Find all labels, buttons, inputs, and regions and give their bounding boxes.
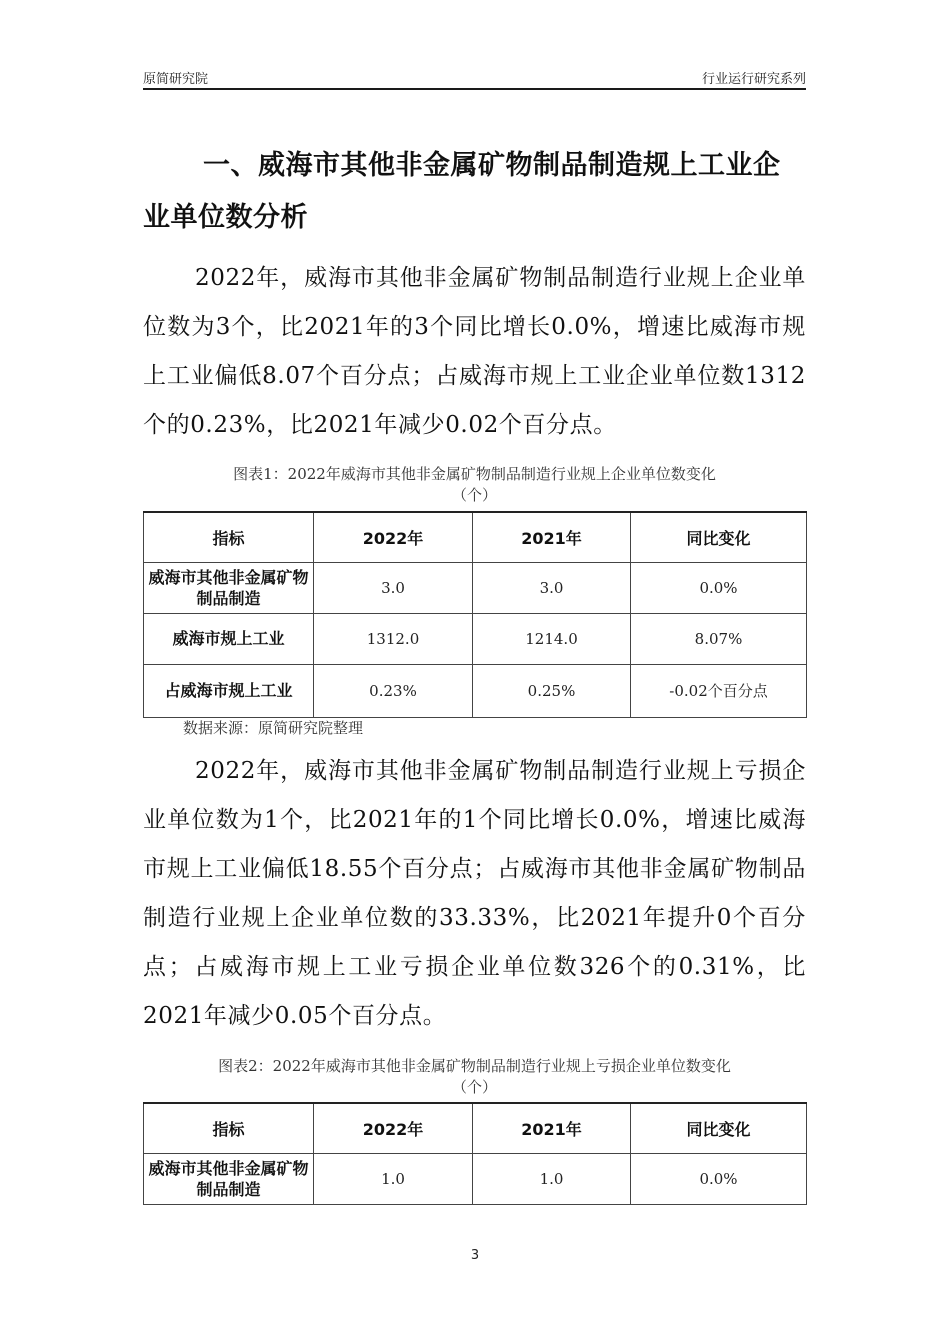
row-label: 威海市其他非金属矿物制品制造: [144, 562, 314, 613]
table-row: [144, 1153, 807, 1204]
section-heading: [143, 140, 806, 244]
row-label: 威海市其他非金属矿物制品制造: [144, 1153, 314, 1204]
data-source-note: 数据来源：原简研究院整理: [183, 719, 364, 737]
cell-2021: 3.0: [473, 562, 631, 613]
cell-2022: 1.0: [314, 1153, 473, 1204]
paragraph-enterprise-count: [143, 254, 806, 450]
column-header-indicator: 指标: [144, 512, 314, 562]
column-header-2022: 2022年: [314, 1103, 473, 1153]
column-header-2021: 2021年: [473, 512, 631, 562]
cell-2021: 0.25%: [473, 664, 631, 717]
cell-change: 8.07%: [631, 613, 807, 664]
table-row: [144, 613, 807, 664]
table-header-row: [144, 1103, 807, 1153]
cell-2022: 1312.0: [314, 613, 473, 664]
table-1-caption-title: 图表1：2022年威海市其他非金属矿物制品制造行业规上企业单位数变化: [233, 465, 716, 483]
cell-2021: 1214.0: [473, 613, 631, 664]
table-2-caption: [143, 1056, 806, 1098]
table-2-caption-title: 图表2：2022年威海市其他非金属矿物制品制造行业规上亏损企业单位数变化: [218, 1057, 731, 1075]
paragraph-1-text: 2022年，威海市其他非金属矿物制品制造行业规上企业单位数为3个，比2021年的3个同比增长0.0%，增速比威海市规上工业偏低8.07个百分点；占威海市规上工业企业单位数1312个的0.23%，比2021年减少0.02个百分点。: [143, 265, 806, 438]
page-header: [143, 64, 806, 90]
table-1-caption-unit: （个）: [451, 486, 497, 504]
cell-change: -0.02个百分点: [631, 664, 807, 717]
table-1-caption: [143, 464, 806, 506]
paragraph-2-text: 2022年，威海市其他非金属矿物制品制造行业规上亏损企业单位数为1个，比2021年的1个同比增长0.0%，增速比威海市规上工业偏低18.55个百分点；占威海市其他非金属矿物制品制造行业规上企业单位数的33.33%，比2021年提升0个百分点；占威海市规上工业亏损企业单位数326个的0.31%，比2021年减少0.05个百分点。: [143, 758, 806, 1029]
table-row: [144, 562, 807, 613]
column-header-2021: 2021年: [473, 1103, 631, 1153]
table-2-caption-unit: （个）: [451, 1078, 497, 1096]
section-heading-text: 一、威海市其他非金属矿物制品制造规上工业企业单位数分析: [143, 150, 781, 233]
header-series-name: 行业运行研究系列: [701, 72, 806, 87]
table-header-row: [144, 512, 807, 562]
table-row: [144, 664, 807, 717]
cell-2022: 0.23%: [314, 664, 473, 717]
column-header-indicator: 指标: [144, 1103, 314, 1153]
cell-change: 0.0%: [631, 562, 807, 613]
cell-2021: 1.0: [473, 1153, 631, 1204]
page-number: 3: [470, 1248, 480, 1263]
table-2: [143, 1102, 807, 1205]
column-header-yoy-change: 同比变化: [631, 512, 807, 562]
cell-change: 0.0%: [631, 1153, 807, 1204]
column-header-yoy-change: 同比变化: [631, 1103, 807, 1153]
cell-2022: 3.0: [314, 562, 473, 613]
row-label: 威海市规上工业: [144, 613, 314, 664]
paragraph-loss-enterprise-count: [143, 747, 806, 1041]
header-org-name: 原简研究院: [143, 72, 209, 87]
table-1: [143, 511, 807, 718]
column-header-2022: 2022年: [314, 512, 473, 562]
row-label: 占威海市规上工业: [144, 664, 314, 717]
